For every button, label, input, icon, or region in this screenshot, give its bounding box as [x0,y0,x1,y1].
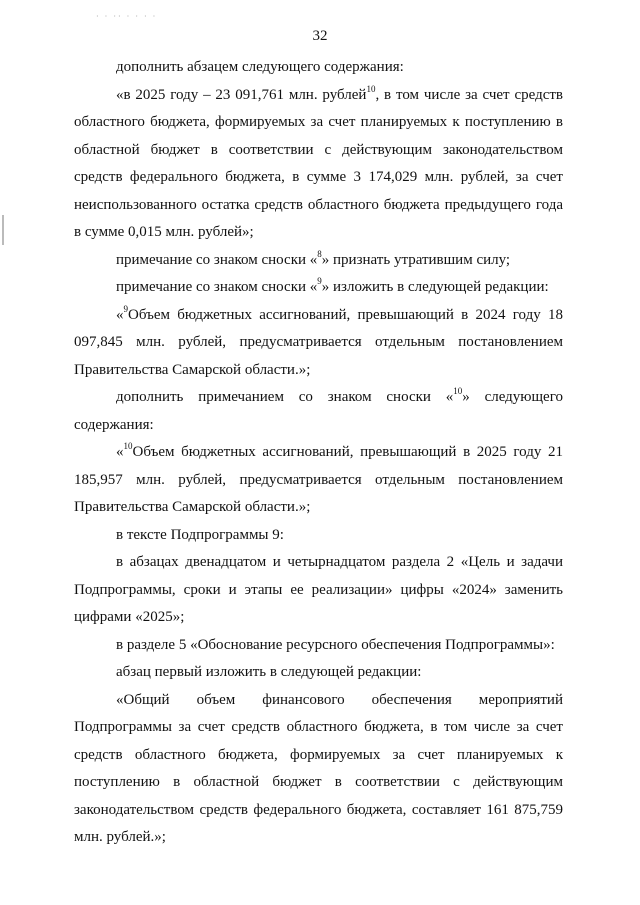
footnote-ref: 8 [317,248,322,259]
footnote-ref: 10 [453,386,463,396]
footnote-ref: 10 [123,441,133,451]
paragraph-12: «Общий объем финансового обеспечения мероприятий Подпрограммы за счет средств областного бюджета, в том числе за счет средств областного бюджета, формируемых за счет планируемых к поступлению в областной бюджет в соответствии с действующим законодательством средств федерального бюджета, составляет 161 875,759 млн. рублей.»; [74,691,563,845]
paragraph-3: примечание со знаком сноски «$^8$» признать утратившим силу; [116,248,511,268]
footnote-ref: 9 [317,276,322,286]
paragraph-6: дополнить примечанием со знаком сноски «$^{10}$» следующего содержания: [74,386,563,433]
document-body [74,54,563,852]
paragraph-8: в тексте Подпрограммы 9: [116,526,284,543]
paragraph-10: в разделе 5 «Обоснование ресурсного обеспечения Подпрограммы»: [116,636,555,653]
paragraph-4: примечание со знаком сноски «$^9$» изложить в следующей редакции: [116,276,549,295]
paragraph-2: «в 2025 году – 23 091,761 млн. рублей$^{10}$, в том числе за счет средств областного бюджета, формируемых за счет планируемых к поступлению в областной бюджет в соответствии с действующим законодательством средств федерального бюджета, в сумме 3 174,029 млн. рублей, за счет неиспользованного остатка средств областного бюджета предыдущего года в сумме 0,015 млн. рублей»; [74,83,563,240]
footnote-ref: 10 [366,83,376,94]
scan-specks: · · ·· · · · · [96,12,158,21]
paragraph-11: абзац первый изложить в следующей редакции: [116,664,422,680]
paragraph-5: «$^9$Объем бюджетных ассигнований, превышающий в 2024 году 18 097,845 млн. рублей, предусматривается отдельным постановлением Правительства Самарской области.»; [74,303,563,378]
paragraph-7: «$^{10}$Объем бюджетных ассигнований, превышающий в 2025 году 21 185,957 млн. рублей, предусматривается отдельным постановлением Правительства Самарской области.»; [74,441,563,515]
footnote-ref: 9 [123,303,128,314]
paragraph-1: дополнить абзацем следующего содержания: [116,59,404,75]
paragraph-9: в абзацах двенадцатом и четырнадцатом раздела 2 «Цель и задачи Подпрограммы, сроки и этапы ее реализации» цифры «2024» заменить цифрами «2025»; [74,554,563,625]
page-number: 32 [312,28,328,44]
scan-edge-mark [2,215,4,245]
